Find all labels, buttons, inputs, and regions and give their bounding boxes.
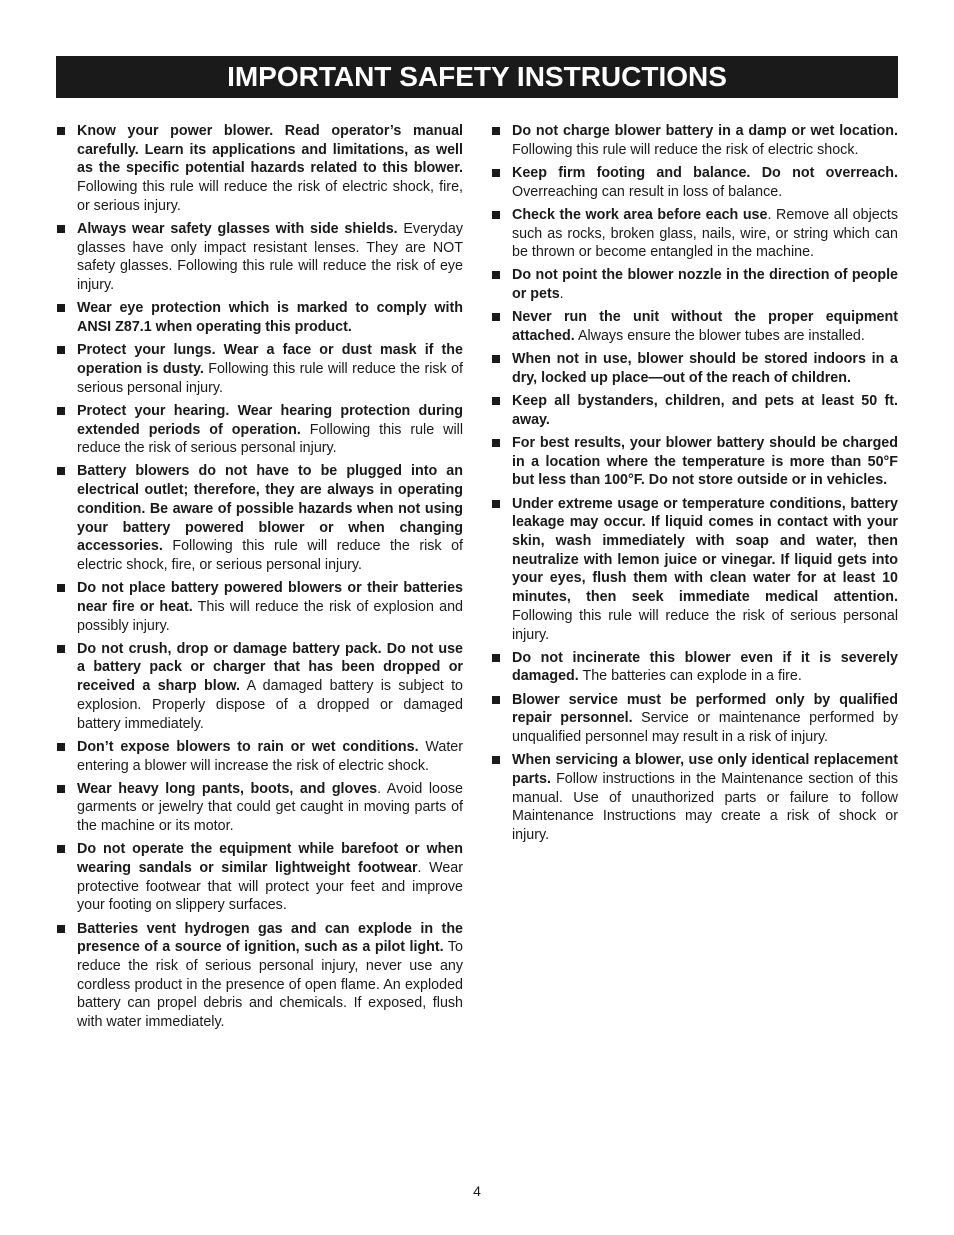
square-bullet-icon	[492, 696, 500, 704]
list-item	[491, 122, 898, 159]
instruction-text: Service or maintenance performed by unqualified personnel may result in a risk of injury.	[512, 710, 898, 746]
instruction-text: To reduce the risk of serious personal injury, never use any cordless product in the presence of open flame. An exploded battery can propel debris and chemicals. If exposed, flush with water immediately.	[77, 939, 463, 1031]
instruction-text: Follow instructions in the Maintenance section of this manual. Use of unauthorized parts or failure to follow Maintenance Instructions may create a risk of shock or injury.	[512, 771, 898, 844]
square-bullet-icon	[57, 845, 65, 853]
instruction-text: Following this rule will reduce the risk of serious personal injury.	[77, 360, 463, 396]
instruction-text: A damaged battery is subject to explosion. Properly dispose of a dropped or damaged battery immediately.	[77, 678, 463, 732]
instruction-bold-text: Do not point the blower nozzle in the direction of people or pets	[512, 267, 898, 303]
instruction-text: Water entering a blower will increase the risk of electric shock.	[77, 738, 464, 774]
square-bullet-icon	[492, 654, 500, 662]
square-bullet-icon	[57, 304, 65, 312]
list-item	[56, 840, 463, 915]
square-bullet-icon	[492, 271, 500, 279]
instruction-bold-text: Wear eye protection which is marked to comply with ANSI Z87.1 when operating this product.	[77, 300, 463, 336]
list-item	[491, 266, 898, 303]
square-bullet-icon	[57, 925, 65, 933]
list-item	[491, 691, 898, 747]
list-item	[491, 751, 898, 845]
square-bullet-icon	[57, 785, 65, 793]
square-bullet-icon	[492, 439, 500, 447]
square-bullet-icon	[57, 467, 65, 475]
square-bullet-icon	[57, 225, 65, 233]
instruction-text: Following this rule will reduce the risk of serious personal injury.	[512, 607, 898, 643]
instruction-text: The batteries can explode in a fire.	[578, 668, 802, 685]
instruction-bold-text: Do not operate the equipment while barefoot or when wearing sandals or similar lightweight footwear	[77, 841, 463, 877]
instruction-text: This will reduce the risk of explosion and possibly injury.	[77, 598, 463, 634]
instruction-bold-text: Under extreme usage or temperature conditions, battery leakage may occur. If liquid comes in contact with your skin, wash immediately with soap and water, then neutralize with lemon juice or vinegar. If liquid gets into your eyes, flush them with clean water for at least 10 minutes, then seek immediate medical attention.	[512, 495, 898, 606]
instruction-bold-text: Do not place battery powered blowers or their batteries near fire or heat.	[77, 580, 463, 615]
instruction-bold-text: Don’t expose blowers to rain or wet conditions.	[77, 738, 419, 755]
instruction-bold-text: Do not crush, drop or damage battery pack. Do not use a battery pack or charger that has been dropped or received a sharp blow.	[77, 640, 463, 695]
list-item	[56, 220, 463, 295]
list-item	[56, 341, 463, 397]
instruction-text: . Wear protective footwear that will protect your feet and improve your footing on slippery surfaces.	[77, 860, 463, 914]
list-item	[491, 495, 898, 645]
instruction-bold-text: Keep all bystanders, children, and pets at least 50 ft. away.	[512, 393, 898, 428]
instruction-bold-text: Battery blowers do not have to be plugged into an electrical outlet; therefore, they are always in operating condition. Be aware of possible hazards when not using your battery powered blower or when changing accessories.	[77, 463, 463, 555]
instruction-bold-text: Know your power blower. Read operator’s manual carefully. Learn its applications and limitations, as well as the specific potential hazards related to this blower.	[77, 123, 463, 177]
instruction-bold-text: Always wear safety glasses with side shields.	[77, 221, 398, 238]
square-bullet-icon	[492, 756, 500, 764]
list-item	[56, 402, 463, 458]
square-bullet-icon	[492, 313, 500, 321]
square-bullet-icon	[492, 397, 500, 405]
square-bullet-icon	[492, 355, 500, 363]
square-bullet-icon	[492, 211, 500, 219]
page-number: 4	[473, 1183, 481, 1199]
instruction-bold-text: Protect your lungs. Wear a face or dust mask if the operation is dusty.	[77, 342, 463, 377]
square-bullet-icon	[492, 169, 500, 177]
list-item	[56, 299, 463, 336]
list-item	[56, 579, 463, 635]
instruction-text: Everyday glasses have only impact resistant lenses. They are NOT safety glasses. Following this rule will reduce the risk of eye injury.	[77, 221, 463, 294]
list-item	[56, 640, 463, 734]
list-item	[491, 164, 898, 201]
left-column	[56, 122, 463, 1036]
list-item	[56, 462, 463, 574]
instruction-bold-text: Wear heavy long pants, boots, and gloves	[77, 780, 378, 797]
list-item	[56, 920, 463, 1032]
list-item	[491, 434, 898, 490]
instruction-text: Following this rule will reduce the risk of electric shock.	[512, 141, 859, 158]
square-bullet-icon	[492, 500, 500, 508]
instruction-bold-text: Do not charge blower battery in a damp or wet location.	[512, 123, 898, 139]
instruction-bold-text: Blower service must be performed only by qualified repair personnel.	[512, 691, 898, 727]
square-bullet-icon	[57, 743, 65, 751]
instruction-bold-text: Never run the unit without the proper equipment attached.	[512, 309, 898, 345]
page-title: IMPORTANT SAFETY INSTRUCTIONS	[227, 61, 727, 92]
square-bullet-icon	[57, 127, 65, 135]
instruction-text: Following this rule will reduce the risk of serious personal injury.	[77, 421, 463, 457]
square-bullet-icon	[492, 127, 500, 135]
instruction-bold-text: When not in use, blower should be stored indoors in a dry, locked up place—out of the reach of children.	[512, 351, 898, 386]
square-bullet-icon	[57, 584, 65, 592]
instruction-text: Overreaching can result in loss of balance.	[512, 183, 783, 200]
instruction-text: Following this rule will reduce the risk of electric shock, fire, or serious injury.	[77, 179, 463, 214]
list-item	[491, 206, 898, 262]
square-bullet-icon	[57, 346, 65, 354]
square-bullet-icon	[57, 407, 65, 415]
right-column	[491, 122, 898, 849]
square-bullet-icon	[57, 645, 65, 653]
instruction-bold-text: Do not incinerate this blower even if it is severely damaged.	[512, 649, 898, 685]
instruction-bold-text: For best results, your blower battery should be charged in a location where the temperature is more than 50°F but less than 100°F. Do not store outside or in vehicles.	[512, 435, 898, 489]
list-item	[56, 122, 463, 216]
instruction-bold-text: Keep firm footing and balance. Do not overreach.	[512, 164, 898, 181]
instruction-bold-text: Protect your hearing. Wear hearing protection during extended periods of operation.	[77, 402, 463, 438]
list-item	[491, 308, 898, 345]
instruction-bold-text: Batteries vent hydrogen gas and can explode in the presence of a source of ignition, such as a pilot light.	[77, 920, 463, 956]
header-bar	[56, 56, 898, 98]
list-item	[491, 350, 898, 387]
list-item	[56, 780, 463, 836]
instruction-text: . Avoid loose garments or jewelry that could get caught in moving parts of the machine or its motor.	[77, 780, 463, 835]
list-item	[491, 392, 898, 429]
instruction-text: .	[559, 286, 564, 303]
instruction-text: Always ensure the blower tubes are installed.	[574, 328, 865, 345]
instruction-bold-text: Check the work area before each use	[512, 206, 768, 223]
list-item	[56, 738, 463, 775]
instruction-text: . Remove all objects such as rocks, broken glass, nails, wire, or string which can be thrown or become entangled in the machine.	[512, 206, 898, 261]
list-item	[491, 649, 898, 686]
instruction-bold-text: When servicing a blower, use only identical replacement parts.	[512, 752, 898, 787]
instruction-text: Following this rule will reduce the risk of electric shock, fire, or serious personal injury.	[77, 538, 463, 573]
